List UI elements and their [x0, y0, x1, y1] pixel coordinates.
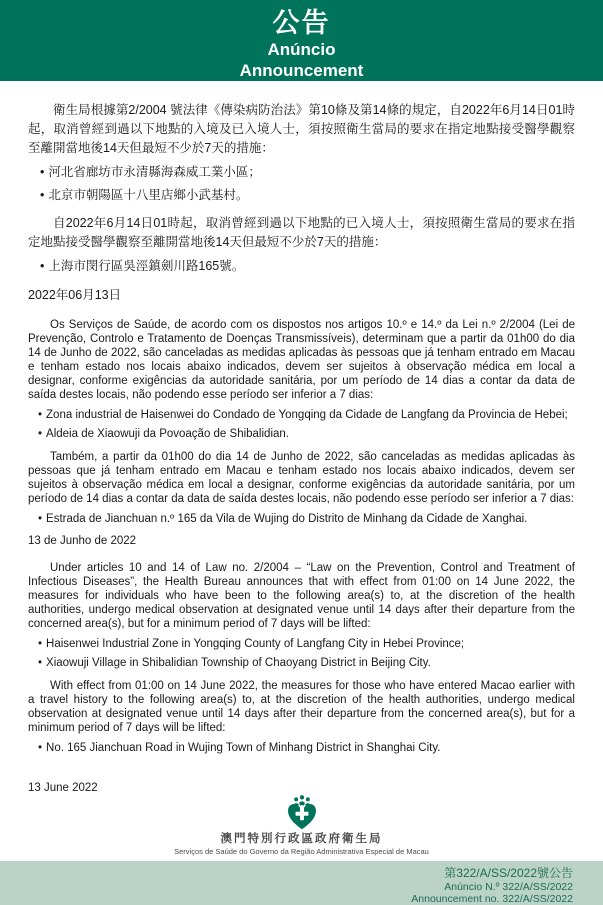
- announcement-header-banner: [0, 0, 603, 81]
- bullet-marker: •: [38, 657, 43, 669]
- en-bullet-item: [38, 637, 575, 651]
- en-bullet-item: [38, 656, 575, 670]
- pt-paragraph-2: Também, a partir da 01h00 do dia 14 de Junho de 2022, são canceladas as medidas aplicadas às pessoas que já tenham entrado em Macau e tenham estado nos locais abaixo indicados, devem ser sujeitos à observação médica em local a designar, conforme exigências da autoridade sanitária, por um período de 14 dias a contar da data de saída destes locais, não podendo esse período ser inferior a 7 dias:: [28, 451, 575, 505]
- en-bullet-3-text: No. 165 Jianchuan Road in Wujing Town of Minhang District in Shanghai City.: [46, 742, 441, 754]
- bullet-marker: •: [38, 742, 43, 754]
- reference-number-zh: 第322/A/SS/2022號公告: [444, 866, 573, 880]
- pt-bullet-2-text: Aldeia de Xiaowuji da Povoação de Shibalidian.: [46, 428, 289, 440]
- reference-number-en: Announcement no. 322/A/SS/2022: [411, 893, 573, 905]
- pt-date: 13 de Junho de 2022: [28, 535, 137, 547]
- section-portuguese: [28, 318, 575, 548]
- reference-number-pt: Anúncio N.º 322/A/SS/2022: [444, 881, 573, 893]
- page-title-pt: Anúncio: [267, 40, 336, 59]
- page-title-en: Announcement: [239, 61, 364, 80]
- bullet-marker: •: [38, 513, 43, 525]
- page-title-zh: 公告: [272, 8, 331, 38]
- zh-bullet-1-text: 河北省廊坊市永清縣海森威工業小區；: [48, 165, 261, 179]
- bullet-marker: •: [40, 188, 45, 202]
- en-paragraph-1: Under articles 10 and 14 of Law no. 2/2004 – “Law on the Prevention, Control and Treatment of Infectious Diseases”, the Health Bureau announces that with effect from 01:00 on 14 June 2022, the measures for individuals who have been to the following area(s) to, at the discretion of the health authorities, undergo medical observation at designated venue until 14 days after their departure from the concerned area(s), but for a minimum period of 7 days will be lifted:: [28, 562, 575, 630]
- bullet-marker: •: [40, 165, 45, 179]
- pt-bullet-item: [38, 408, 575, 422]
- en-bullet-2-text: Xiaowuji Village in Shibalidian Township of Chaoyang District in Beijing City.: [46, 657, 431, 669]
- reference-number-bar: [0, 861, 603, 905]
- en-date: 13 June 2022: [28, 782, 98, 794]
- document-body: [0, 81, 603, 861]
- zh-paragraph-2: 自2022年6月14日01時起，取消曾經到過以下地點的已入境人士，須按照衛生當局的要求在指定地點接受醫學觀察至離開當地後14天但最短不少於7天的措施：: [28, 216, 575, 249]
- zh-date: 2022年06月13日: [28, 288, 122, 302]
- zh-paragraph-1: 衛生局根據第2/2004 號法律《傳染病防治法》第10條及第14條的規定，自2022年6月14日01時起，取消曾經到過以下地點的入境及已入境人士，須按照衛生當局的要求在指定地點接受醫學觀察至離開當地後14天但最短不少於7天的措施：: [28, 103, 575, 155]
- zh-bullet-item: [40, 257, 575, 276]
- health-bureau-signature: [28, 795, 575, 861]
- section-english: [28, 561, 575, 795]
- section-chinese: [28, 101, 575, 305]
- bullet-marker: •: [38, 409, 43, 421]
- bullet-marker: •: [38, 638, 43, 650]
- bureau-name-zh: 澳門特別行政區政府衛生局: [220, 833, 383, 845]
- zh-bullet-3-text: 上海市閔行區吳涇鎮劍川路165號。: [48, 259, 245, 273]
- pt-bullet-item: [38, 427, 575, 441]
- health-bureau-heart-logo-icon: [283, 795, 321, 831]
- pt-bullet-3-text: Estrada de Jianchuan n.º 165 da Vila de Wujing do Distrito de Minhang da Cidade de Xanghai.: [46, 513, 528, 525]
- en-bullet-1-text: Haisenwei Industrial Zone in Yongqing County of Langfang City in Hebei Province;: [46, 638, 465, 650]
- zh-bullet-2-text: 北京市朝陽區十八里店鄉小武基村。: [48, 188, 249, 202]
- en-bullet-item: [38, 741, 575, 755]
- pt-bullet-item: [38, 512, 575, 526]
- zh-bullet-item: [40, 163, 575, 182]
- zh-bullet-item: [40, 186, 575, 205]
- bullet-marker: •: [38, 428, 43, 440]
- pt-bullet-1-text: Zona industrial de Haisenwei do Condado de Yongqing da Cidade de Langfang da Provincia de Hebei;: [46, 409, 568, 421]
- bureau-name-pt: Serviços de Saúde do Governo da Região Administrativa Especial de Macau: [174, 847, 429, 856]
- pt-paragraph-1: Os Serviços de Saúde, de acordo com os dispostos nos artigos 10.º e 14.º da Lei n.º 2/2004 (Lei de Prevenção, Controlo e Tratamento de Doenças Transmissíveis), determinam que a partir da 01h00 do dia 14 de Junho de 2022, são canceladas as medidas aplicadas às pessoas que já tenham entrado em Macau e tenham estado nos locais abaixo indicados, devem ser sujeitos à observação médica em local a designar, conforme exigências da autoridade sanitária, por um período de 14 dias a contar da data de saída destes locais, não podendo esse período ser inferior a 7 dias:: [28, 319, 575, 401]
- en-paragraph-2: With effect from 01:00 on 14 June 2022, the measures for those who have entered Macao earlier with a travel history to the following area(s) to, at the discretion of the health authorities, undergo medical observation at designated venue until 14 days after their departure from the concerned area(s), but for a minimum period of 7 days will be lifted:: [28, 680, 575, 734]
- bullet-marker: •: [40, 259, 45, 273]
